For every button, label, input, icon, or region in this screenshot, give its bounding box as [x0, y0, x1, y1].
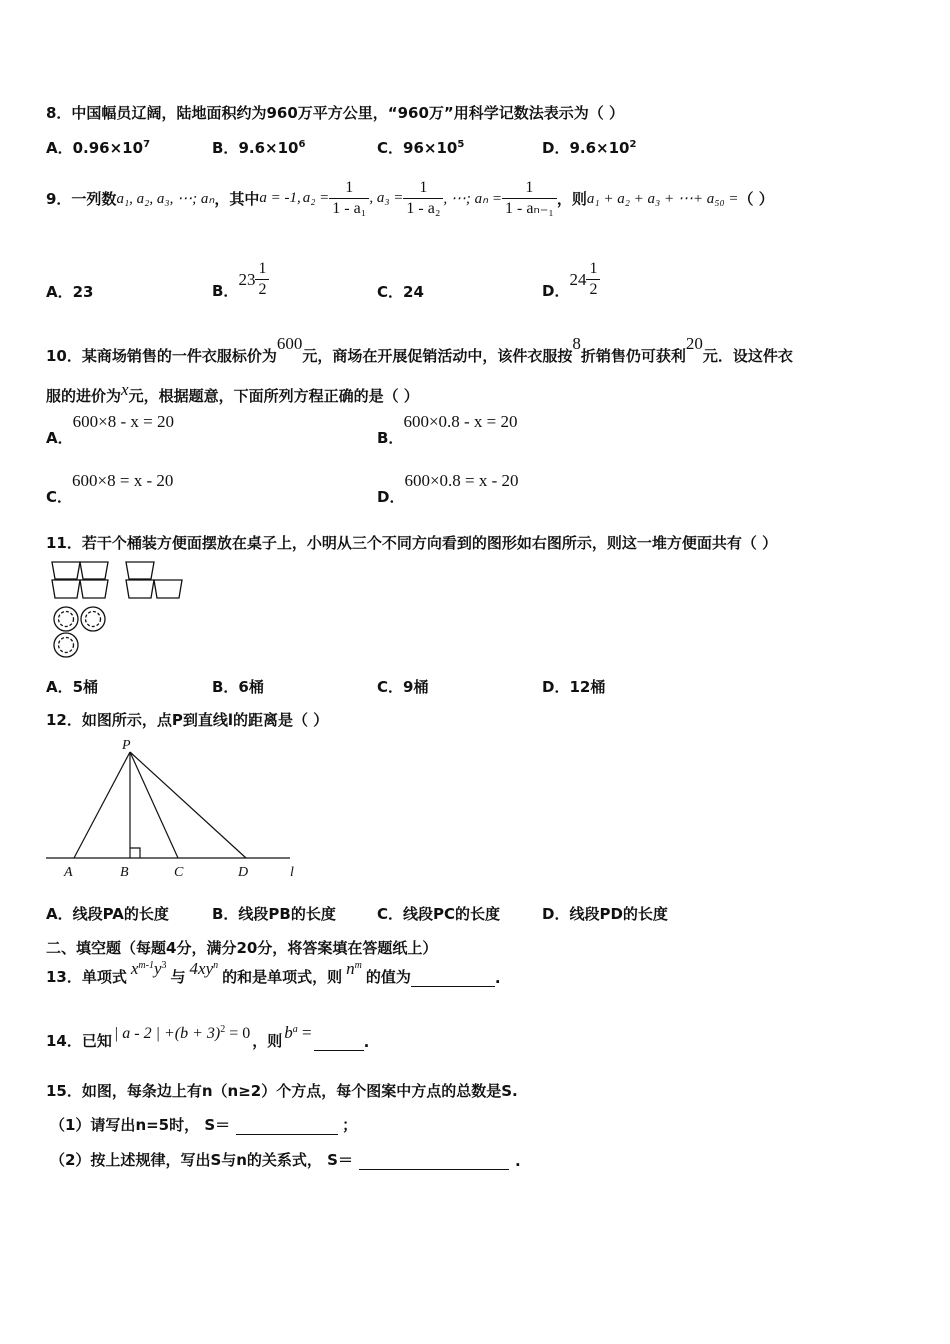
q15-part-1: （1）请写出n=5时， S＝ ；	[50, 1116, 358, 1134]
q10-stem-line1: 10．某商场销售的一件衣服标价为600元，商场在开展促销活动中，该件衣服按8折销售仍可获利20元．设这件衣	[46, 334, 793, 365]
q13-term-2: $4xy^n$	[189, 959, 219, 978]
q8-option-d: D．$9.6\times 10^2$	[542, 139, 637, 157]
q9-frac-a2: $\frac{1}{\text{1 - a₁}}$	[329, 178, 369, 219]
section-2-heading: 二、填空题（每题4分，满分20分，将答案填在答题纸上）	[46, 939, 438, 957]
label-l: l	[290, 865, 294, 880]
front-view-bucket	[80, 562, 108, 579]
q9-frac-an: $\frac{1}{\text{1 - aₙ₋₁}}$	[502, 178, 557, 219]
q14-stem: 14．已知 | a - 2 | $+(b + 3)^2 = 0$ ，则 $b^a$ = .	[46, 1023, 370, 1051]
q8-option-c: C．$96\times 10^5$	[377, 139, 465, 157]
q13-stem: 13．单项式 $x^{m-1}y^3$ 与 $4xy^n$ 的和是单项式，则 $n^m$ 的值为 .	[46, 959, 501, 987]
q14-expression: | a - 2 | $+(b + 3)^2 = 0$	[113, 1024, 251, 1042]
q12-stem: 12．如图所示，点P到直线l的距离是（ ）	[46, 711, 329, 729]
top-view-bucket-inner	[59, 638, 74, 653]
front-view-bucket	[52, 580, 80, 598]
top-view-bucket	[54, 607, 78, 631]
q12-geometry-figure	[44, 736, 304, 884]
top-view-bucket	[81, 607, 105, 631]
q10-option-b: B．600×0.8 - x = 20	[377, 412, 518, 447]
q11-option-c: C．9桶	[377, 678, 429, 696]
q15-stem: 15．如图，每条边上有n（n≥2）个方点，每个图案中方点的总数是S.	[46, 1082, 518, 1100]
label-p: P	[122, 738, 131, 753]
q13-answer-blank[interactable]	[411, 970, 495, 987]
label-a: A	[64, 865, 73, 880]
q11-option-b: B．6桶	[212, 678, 264, 696]
q11-three-views-figure	[48, 558, 188, 662]
segment-pa	[74, 752, 130, 858]
label-b: B	[120, 865, 129, 880]
segment-pd	[130, 752, 246, 858]
q11-stem: 11．若干个桶装方便面摆放在桌子上，小明从三个不同方向看到的图形如右图所示，则这一堆方便面共有（ ）	[46, 534, 778, 552]
q8-stem: 8．中国幅员辽阔，陆地面积约为960万平方公里，“960万”用科学记数法表示为（ ）	[46, 104, 625, 122]
front-view-bucket	[52, 562, 80, 579]
q9-option-c: C．24	[377, 283, 424, 301]
q8-option-b: B．$9.6\times 10^6$	[212, 139, 306, 157]
q11-option-d: D．12桶	[542, 678, 606, 696]
q15-part-1-blank[interactable]	[236, 1118, 338, 1135]
q10-option-d: D．600×0.8 = x - 20	[377, 471, 519, 506]
q9-sequence: a₁, a₂, a₃, ⋯; aₙ	[116, 191, 215, 207]
q12-option-d: D．线段PD的长度	[542, 905, 668, 923]
q9-frac-a3: $\frac{1}{\text{1 - a₂}}$	[403, 178, 443, 219]
q9-option-b: B． 23 $\frac{1}{2}$	[212, 258, 269, 301]
top-view-bucket-inner	[59, 612, 74, 627]
label-d: D	[238, 865, 249, 880]
q13-term-3: $n^m$	[346, 959, 362, 978]
q10-stem-line2: 服的进价为x元，根据题意，下面所列方程正确的是（ ）	[46, 380, 419, 405]
right-angle-mark	[130, 848, 140, 858]
q15-part-2-blank[interactable]	[359, 1153, 509, 1170]
q13-term-1: $x^{m-1}y^3$	[130, 959, 167, 978]
label-c: C	[174, 865, 184, 880]
q11-option-a: A．5桶	[46, 678, 99, 696]
q14-power: $b^a$ =	[284, 1023, 312, 1042]
q15-part-2: （2）按上述规律，写出S与n的关系式， S＝ .	[50, 1151, 521, 1170]
q14-answer-blank[interactable]	[314, 1034, 364, 1051]
side-view-bucket	[126, 580, 154, 598]
top-view-bucket-inner	[86, 612, 101, 627]
q12-option-c: C．线段PC的长度	[377, 905, 501, 923]
q12-option-a: A．线段PA的长度	[46, 905, 169, 923]
front-view-bucket	[80, 580, 108, 598]
q9-stem: 9．一列数 a₁, a₂, a₃, ⋯; aₙ ，其中 a = -1, a₂ = $\frac{1}{\text{1 - a₁}}$ , a₃ = $\frac{1}{\text{1 - a₂}}$ , ⋯; aₙ = $\frac{1}{\text{1 - aₙ₋₁}}$ ，则 a₁ + a₂ + a₃ + ⋯+ a₅₀ = （ ）	[46, 179, 774, 217]
q8-option-a: A．$0.96\times 10^7$	[46, 139, 151, 157]
q9-option-a: A．23	[46, 283, 94, 301]
side-view-bucket	[154, 580, 182, 598]
q12-option-b: B．线段PB的长度	[212, 905, 336, 923]
top-view-bucket	[54, 633, 78, 657]
side-view-bucket	[126, 562, 154, 579]
segment-pc	[130, 752, 178, 858]
q9-option-d: D． 24 $\frac{1}{2}$	[542, 258, 600, 301]
q10-option-c: C．600×8 = x - 20	[46, 471, 174, 506]
q9-sum: a₁ + a₂ + a₃ + ⋯+ a₅₀ =	[586, 191, 739, 207]
q10-option-a: A．600×8 - x = 20	[46, 412, 174, 447]
